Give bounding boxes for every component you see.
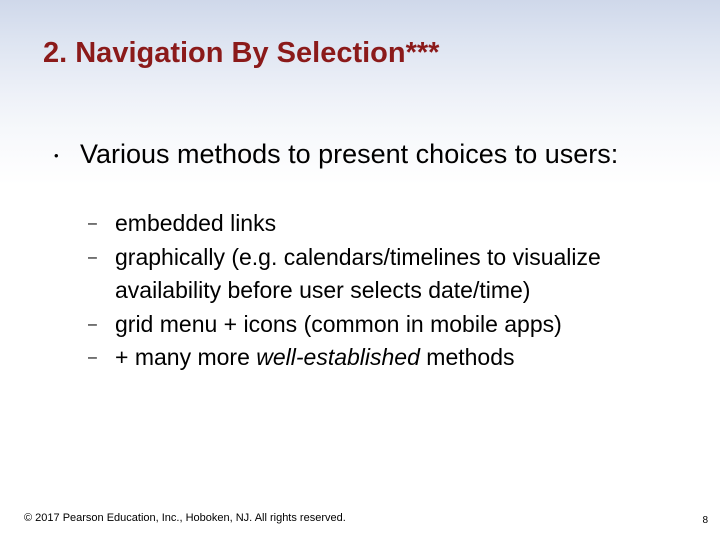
dash-marker: – bbox=[88, 215, 97, 232]
sub-bullet-item bbox=[88, 207, 680, 241]
page-number: 8 bbox=[702, 515, 708, 526]
sub-bullet-text: embedded links bbox=[115, 210, 277, 236]
sub-bullet-text-start: + many more bbox=[115, 344, 257, 370]
sub-bullet-text-end: methods bbox=[419, 344, 515, 370]
bullet-marker: • bbox=[54, 148, 59, 163]
sub-bullet-item bbox=[88, 341, 680, 375]
dash-marker: – bbox=[88, 315, 97, 333]
dash-marker: – bbox=[88, 349, 97, 366]
sub-bullet-text-italic: well-established bbox=[256, 344, 420, 370]
sub-bullet-item bbox=[88, 308, 680, 342]
dash-marker: – bbox=[88, 248, 97, 266]
sub-bullet-text: grid menu + icons (common in mobile apps) bbox=[115, 310, 562, 337]
main-bullet-text: Various methods to present choices to users: bbox=[80, 139, 619, 169]
sub-bullet-item bbox=[88, 241, 680, 308]
copyright-footer: © 2017 Pearson Education, Inc., Hoboken, NJ. All rights reserved. bbox=[24, 512, 346, 524]
sub-bullet-text: graphically (e.g. calendars/timelines to visualize availability before user selects date/time) bbox=[115, 243, 601, 303]
sub-bullet-list bbox=[88, 207, 688, 375]
slide-title: 2. Navigation By Selection*** bbox=[43, 37, 440, 69]
